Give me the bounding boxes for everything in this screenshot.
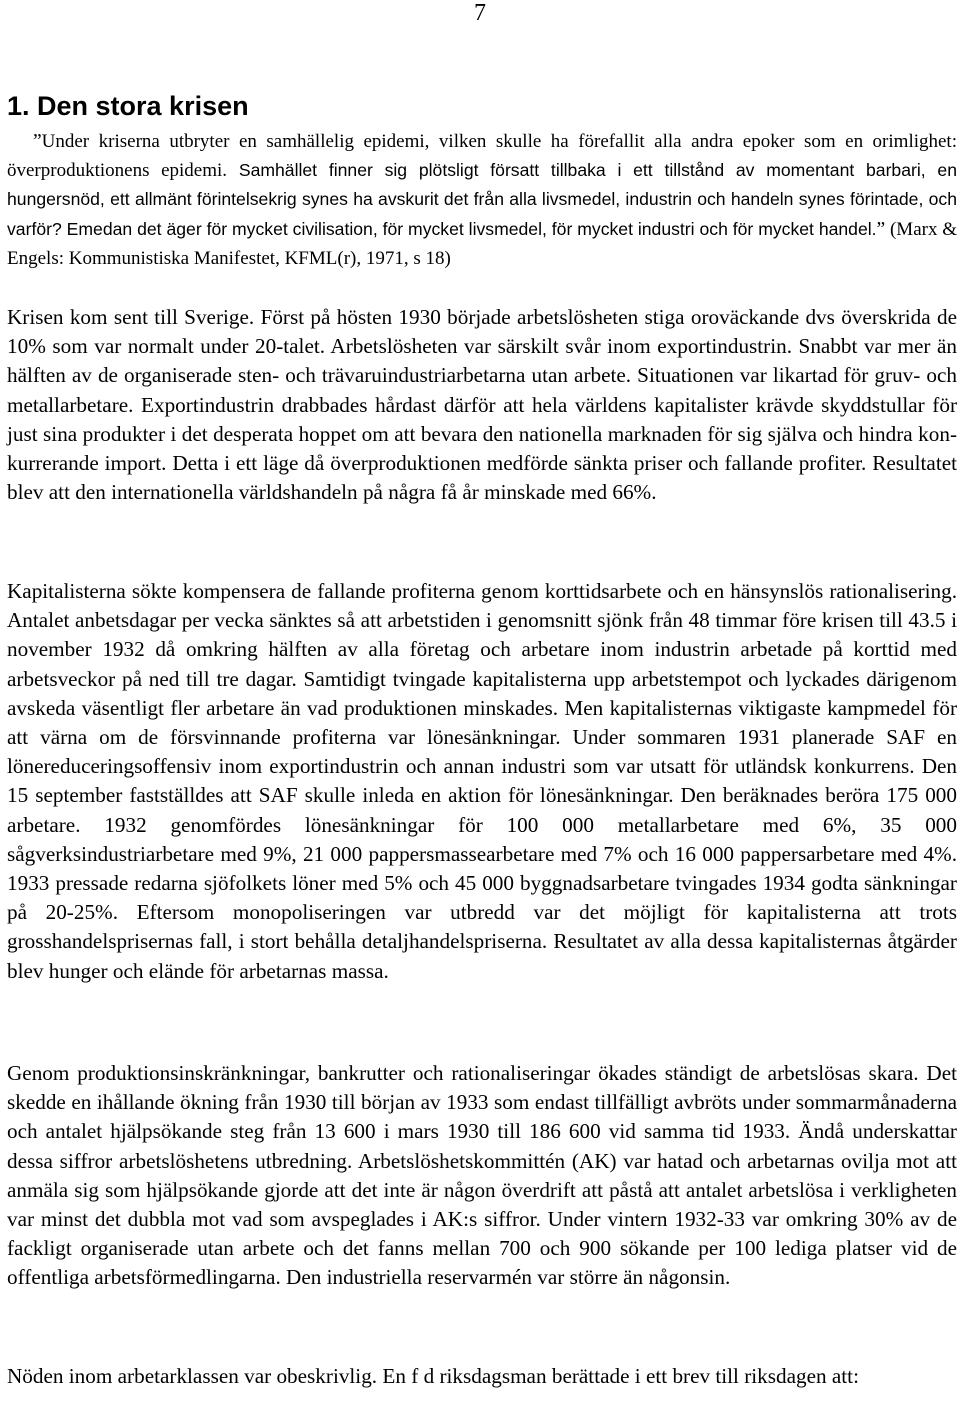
quote-text-sans: Samhället finner sig plötsligt försatt tillbaka i ett tillstånd av momentant barbari, en hungersnöd, ett allmänt förintelsekrig synes ha avskurit det från alla livsmedel, industrin och handeln synes förintade, och varför? Emedan det äger för mycket civilisation, för mycket livsmedel, för mycket industri och för mycket handel. [7, 160, 957, 239]
paragraph-noden: Nöden inom arbetarklassen var obeskrivlig. En f d riksdagsman berättade i ett brev till riksdagen att: [7, 1364, 859, 1388]
paragraph-produktionsinskrankningar: Genom produktionsinskränkningar, bankrutter och rationaliseringar ökades ständigt de arbetslösas skara. Det skedde en ihållande ökning från 1930 till början av 1933 som endast tillfälligt avbröts under sommarmånaderna och antalet hjälpsökande steg från 13 600 i mars 1930 till 186 600 vid samma tid 1933. Ändå underskattar dessa siffror arbetslöshetens utbredning. Arbetslöshetskommittén (AK) var hatad och arbetarnas ovilja mot att anmäla sig som hjälpsökande gjorde att det inte är någon överdrift att påstå att antalet arbetslösa i verkligheten var minst det dubbla mot vad som avspeglades i AK:s siffror. Under vintern 1932-33 var omkring 30% av de fackligt organiserade utan arbete och det fanns mellan 700 och 900 sökande per 100 lediga platser vid de offentliga arbetsförmedlingarna. Den industriella reservarmén var större än någonsin. [7, 1061, 957, 1290]
paragraph-krisen: Krisen kom sent till Sverige. Först på hösten 1930 började arbetslösheten stiga oroväckande dvs överskrida de 10% som var normalt under 20-talet. Arbetslösheten var särskilt svår inom exportindustrin. Snabbt var mer än hälften av de organiserade sten- och trävaruindustriarbetarna utan arbete. Situationen var likartad för gruv- och metallarbetare. Exportindustrin drabbades hårdast därför att hela världens kapitalister krävde skyddstullar för just sina produkter i det desperata hoppet om att bevara den nationella marknaden för sig själva och hindra konkurrerande import. Detta i ett läge då överproduktionen medförde sänkta priser och fallande profiter. Resultatet blev att den internationella världshandeln på några få år minskade med 66%. [7, 305, 957, 505]
quote-indent [7, 131, 33, 152]
quote-close-mark: ” [876, 218, 886, 240]
page-number: 7 [474, 0, 486, 26]
quote-text-serif: Under kriserna utbryter en samhällelig epidemi, vilken skulle ha förefallit alla andra epoker som en orimlighet: överproduktionens epidemi. [7, 131, 957, 182]
paragraph-kapitalisterna: Kapitalisterna sökte kompensera de fallande profiterna genom korttidsarbete och en hänsynslös rationalisering. Antalet anbetsdagar per vecka sänktes så att arbetstiden i genomsnitt sjönk från 48 timmar före krisen till 43.5 i november 1932 då omkring hälften av alla företag och arbetare inom industrin arbetade på korttid med arbetsveckor på ned till tre dagar. Samtidigt tvingade kapitalisterna upp arbetstempot och lyckades därigenom avskeda väsentligt fler arbetare än vad produktionen minskades. Men kapitalisternas viktigaste kampmedel för att värna om de försvinnande profiterna var lönesänkningar. Under sommaren 1931 planerade SAF en lönereduceringsoffensiv inom exportindustrin och annan industri som var utsatt för utländsk konkurrens. Den 15 september fastställdes att SAF skulle inleda en aktion för lönesänkningar. Den beräknades beröra 175 000 arbetare. 1932 genomfördes lönesänkningar för 100 000 metallarbetare med 6%, 35 000 sågverksindustriarbetare med 9%, 21 000 pappersmassearbetare med 7% och 16 000 pappersarbetare med 4%. 1933 pressade redarna sjöfolkets löner med 5% och 45 000 byggnadsarbetare tvingades 1934 godta sänkningar på 20-25%. Eftersom monopoliseringen var utbredd var det möjligt för kapitalisterna att trots grosshandelsprisernas fall, i stort behålla detaljhandelspriserna. Resultatet av alla dessa kapitalisternas åtgärder blev hunger och elände för arbetarnas massa. [7, 579, 957, 983]
block-quote [7, 127, 957, 273]
chapter-heading: 1. Den stora krisen [7, 91, 249, 121]
quote-open-mark: ” [33, 131, 42, 152]
quote-citation: (Marx & Engels: Kommunistiska Manifestet, KFML(r), 1971, s 18) [7, 218, 957, 269]
